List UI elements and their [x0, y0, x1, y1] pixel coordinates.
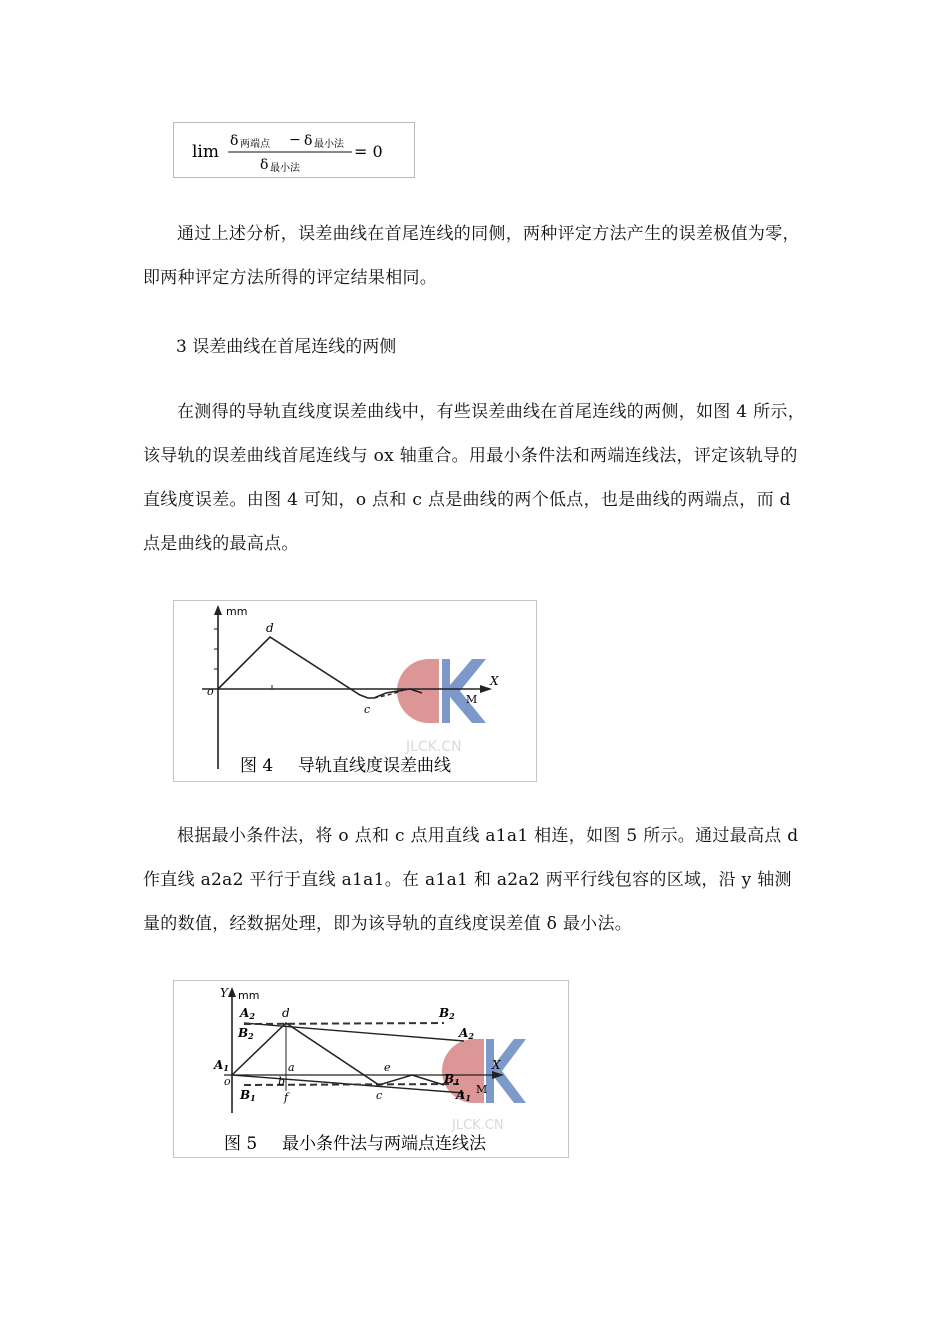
formula-num-b-symbol: δ [304, 133, 313, 149]
error-curve [232, 1023, 444, 1085]
origin-label: o [224, 1075, 231, 1088]
unit-label: mm [238, 989, 260, 1002]
paragraph-min-condition: 根据最小条件法，将 o 点和 c 点用直线 a1a1 相连，如图 5 所示。通过最高点 d 作直线 a2a2 平行于直线 a1a1。在 a1a1 和 a2a2 两平行线包容的区域，沿 y 轴测量的数值，经数据处理，即为该导轨的直线度误差值 δ 最小法。 [143, 826, 799, 934]
figure-4-svg [174, 601, 536, 781]
formula-equals-zero: = 0 [354, 142, 383, 161]
point-d-label: d [266, 621, 274, 635]
label-b1-left: B1 [240, 1088, 256, 1103]
point-c-label: c [376, 1089, 383, 1102]
point-f-label: f [284, 1091, 289, 1104]
y-axis-arrow [228, 987, 236, 997]
label-a2-left: A2 [240, 1006, 255, 1021]
label-a1-left: A1 [214, 1058, 229, 1073]
label-b1-right: B1 [444, 1072, 460, 1087]
point-e-label: e [384, 1061, 391, 1074]
paragraph-conclusion: 通过上述分析，误差曲线在首尾连线的同侧，两种评定方法产生的误差极值为零，即两种评定方法所得的评定结果相同。 [143, 224, 800, 288]
watermark-logo [397, 659, 486, 755]
point-b-label: b [278, 1075, 286, 1088]
section-heading: 3 误差曲线在首尾连线的两侧 [176, 337, 397, 357]
figure-4 [173, 600, 537, 782]
point-c-label: c [364, 703, 371, 716]
point-a-label: a [288, 1061, 295, 1074]
figure-5 [173, 980, 569, 1158]
caption-number: 图 4 [240, 756, 274, 776]
y-axis-arrow [214, 605, 222, 615]
formula-svg [174, 123, 414, 177]
watermark-text: JLCK.CN [406, 739, 462, 755]
point-m-label: M [476, 1083, 488, 1096]
formula-num-a-sub: 两端点 [240, 139, 270, 150]
watermark-text: JLCK.CN [452, 1118, 504, 1133]
label-b2-right: B2 [439, 1006, 455, 1021]
point-m-label: M [466, 693, 478, 706]
line-b2b2 [244, 1023, 444, 1024]
formula-den-sub: 最小法 [270, 163, 300, 174]
label-a2-right: A2 [459, 1026, 474, 1041]
limit-formula [173, 122, 415, 178]
formula-minus: − [289, 132, 301, 148]
caption-number: 图 5 [224, 1134, 258, 1154]
paragraph-two-sides: 在测得的导轨直线度误差曲线中，有些误差曲线在首尾连线的两侧，如图 4 所示，该导轨的误差曲线首尾连线与 ox 轴重合。用最小条件法和两端连线法，评定该轨导的直线度误差。由图 4 可知，o 点和 c 点是曲线的两个低点，也是曲线的两端点，而 d 点是曲线的最高点。 [143, 402, 806, 554]
formula-den-symbol: δ [260, 157, 269, 173]
origin-label: o [207, 685, 214, 698]
label-b2-left: B2 [238, 1026, 254, 1041]
unit-label: mm [226, 605, 248, 618]
label-a1-right: A1 [456, 1088, 471, 1103]
formula-num-b-sub: 最小法 [314, 139, 344, 150]
figure-5-svg [174, 981, 568, 1157]
y-axis-label: Y [220, 986, 228, 1000]
caption-text: 最小条件法与两端点连线法 [282, 1134, 486, 1154]
point-d-label: d [282, 1006, 290, 1020]
formula-num-a-symbol: δ [230, 133, 239, 149]
formula-lim: lim [192, 142, 219, 162]
caption-text: 导轨直线度误差曲线 [298, 756, 451, 776]
x-axis-label: X [490, 674, 499, 688]
x-axis-label: X [492, 1058, 501, 1072]
